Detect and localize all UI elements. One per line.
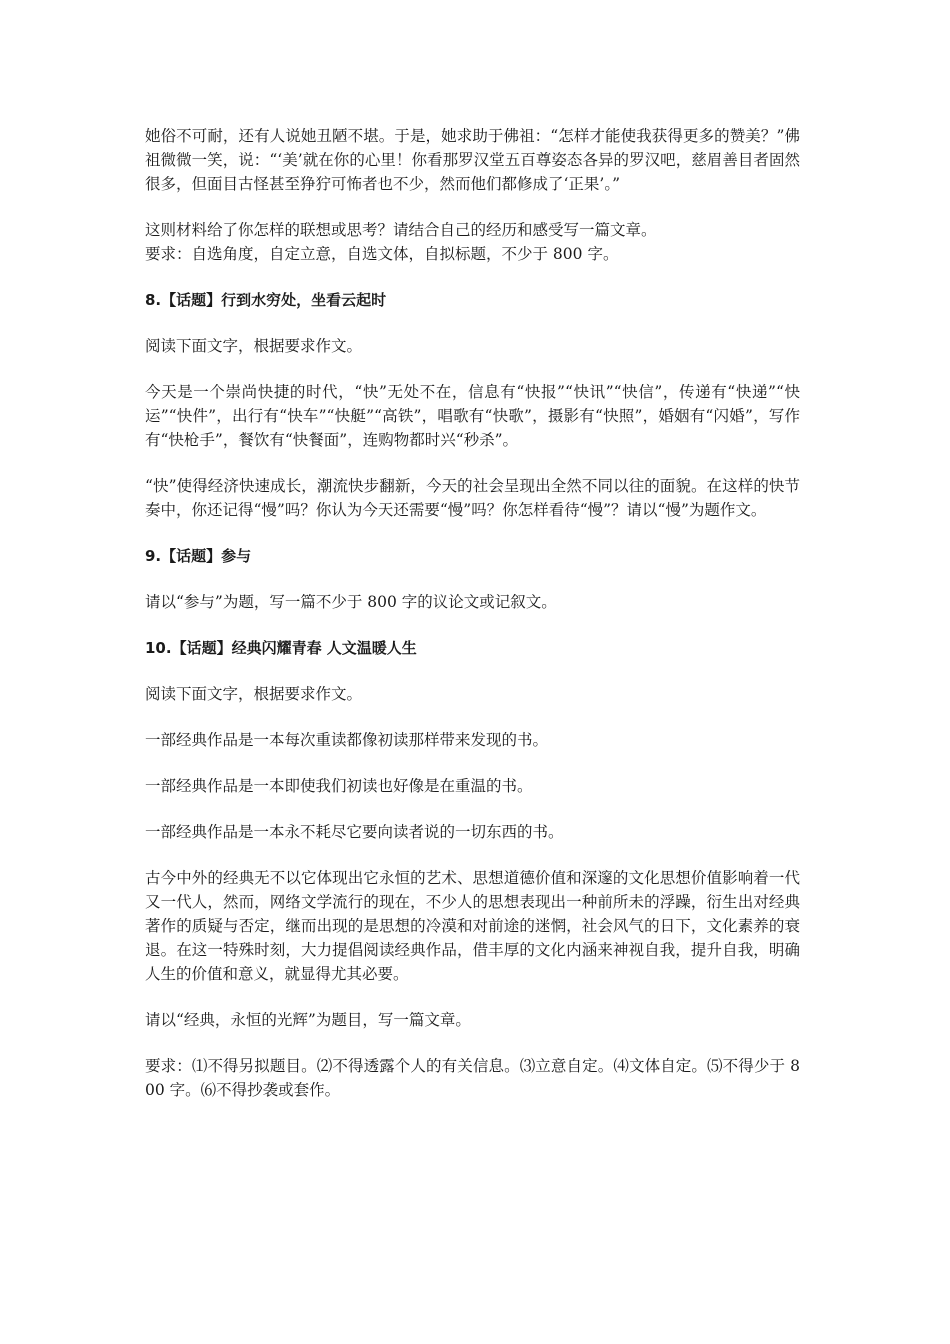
requirements-paragraph: 要求：自选角度，自定立意，自选文体，自拟标题，不少于 800 字。: [145, 245, 619, 263]
instruction-paragraph: 阅读下面文字，根据要求作文。: [145, 337, 363, 355]
instruction-paragraph: 阅读下面文字，根据要求作文。: [145, 685, 363, 703]
participate-paragraph: 请以“参与”为题，写一篇不少于 800 字的议论文或记叙文。: [145, 593, 557, 611]
requirements-paragraph: 要求：⑴不得另拟题目。⑵不得透露个人的有关信息。⑶立意自定。⑷文体自定。⑸不得少于 800 字。⑹不得抄袭或套作。: [145, 1057, 800, 1099]
topic-8-heading: 8.【话题】行到水穷处，坐看云起时: [145, 291, 387, 309]
classic-definition-1: 一部经典作品是一本每次重读都像初读那样带来发现的书。: [145, 731, 549, 749]
fast-era-paragraph: 今天是一个崇尚快捷的时代，“快”无处不在，信息有“快报”“快讯”“快信”，传递有“快递”“快运”“快件”，出行有“快车”“快艇”“高铁”，唱歌有“快歌”，摄影有“快照”，婚姻有“闪婚”，写作有“快枪手”，餐饮有“快餐面”，连购物都时兴“秒杀”。: [145, 383, 800, 449]
prompt-paragraph: 这则材料给了你怎样的联想或思考？请结合自己的经历和感受写一篇文章。: [145, 221, 657, 239]
classic-definition-3: 一部经典作品是一本永不耗尽它要向读者说的一切东西的书。: [145, 823, 564, 841]
slow-question-paragraph: “快”使得经济快速成长，潮流快步翻新，今天的社会呈现出全然不同以往的面貌。在这样的快节奏中，你还记得“慢”吗？你认为今天还需要“慢”吗？你怎样看待“慢”？请以“慢”为题作文。: [145, 477, 800, 519]
classic-definition-2: 一部经典作品是一本即使我们初读也好像是在重温的书。: [145, 777, 533, 795]
topic-10-heading: 10.【话题】经典闪耀青春 人文温暖人生: [145, 639, 417, 657]
title-instruction-paragraph: 请以“经典，永恒的光辉”为题目，写一篇文章。: [145, 1011, 471, 1029]
topic-9-heading: 9.【话题】参与: [145, 547, 252, 565]
story-paragraph: 她俗不可耐，还有人说她丑陋不堪。于是，她求助于佛祖：“怎样才能使我获得更多的赞美？”佛祖微微一笑，说：“‘美’就在你的心里！你看那罗汉堂五百尊姿态各异的罗汉吧，慈眉善目者固然很多，但面目古怪甚至狰狞可怖者也不少，然而他们都修成了‘正果’。”: [145, 127, 800, 193]
classics-essay-paragraph: 古今中外的经典无不以它体现出它永恒的艺术、思想道德价值和深邃的文化思想价值影响着一代又一代人，然而，网络文学流行的现在，不少人的思想表现出一种前所未的浮躁，衍生出对经典著作的质疑与否定，继而出现的是思想的冷漠和对前途的迷惘，社会风气的日下，文化素养的衰退。在这一特殊时刻，大力提倡阅读经典作品，借丰厚的文化内涵来神视自我，提升自我，明确人生的价值和意义，就显得尤其必要。: [145, 869, 800, 983]
document-page: [145, 124, 800, 1124]
